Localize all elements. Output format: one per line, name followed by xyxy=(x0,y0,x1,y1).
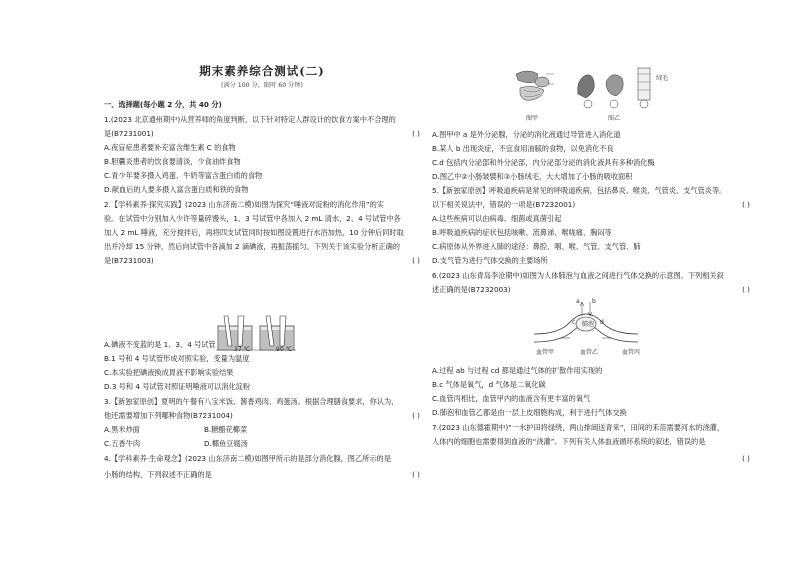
q1-stem-line1: 1.(2023 北京通州期中)从营养师的角度判断，以下针对特定人群设计的饮食方案中不合理的 xyxy=(104,115,396,124)
diagram-label-d: d xyxy=(600,319,604,326)
q2-option-a: A.碘液不变蓝的是 1、3、4 号试管 xyxy=(104,340,216,349)
q3-option-d: D.椰鱼豆腐汤 xyxy=(204,439,248,448)
q7-answer-paren: ( ) xyxy=(742,454,750,463)
q2-line1: 2.【学科素养·探究实践】(2023 山东济南二模)如图为探究“唾液对淀粉的消化作用”的实 xyxy=(104,200,384,209)
q5-option-c: C.病原体从外界进入肺的途径：鼻腔、咽、喉、气管、支气管、肺 xyxy=(432,242,641,251)
q2-option-d: D.3 号和 4 号试管对照证明唾液可以消化淀粉 xyxy=(104,382,251,391)
q3-option-c: C.五香牛肉 xyxy=(104,439,141,448)
digestive-gland-figure xyxy=(512,68,556,108)
bath-temp-1: 37 ℃ xyxy=(234,346,251,353)
q1-option-a: A.夜盲症患者要补充富含维生素 C 的食物 xyxy=(104,143,236,152)
q6-option-c: C.血管丙相比，血管甲内的血液含有更丰富的氧气 xyxy=(432,394,591,403)
vessel-label-1: 血管甲 xyxy=(536,349,555,356)
liver-shape xyxy=(516,71,538,83)
q2-line3: 加入 2 mL 唾液，充分搅拌后，再将四支试管同时按如图设置进行水浴加热，10 分钟后同时取 xyxy=(104,228,404,237)
q6-line1: 6.(2023 山东青岛李沧期中)如图为人体肺泡与血液之间进行气体交换的示意图。下列相关叙 xyxy=(432,271,724,280)
q1-stem-line2: 是(B7231001) xyxy=(104,129,154,138)
q5-option-b: B.呼吸道疾病的症状包括咳嗽、流鼻涕、喉咙痛、胸闷等 xyxy=(432,228,612,237)
diagram-label-a: a xyxy=(576,298,580,305)
intestine-shape xyxy=(520,86,544,100)
q4-option-c: C.d 包括内分泌部和外分泌部，内分泌部分泌的消化液具有多种消化酶 xyxy=(432,158,655,167)
q7-line2: 人体内的细胞也需要得到血液的“浇灌”。下列有关人体血液循环系统的叙述，错误的是 xyxy=(432,437,706,446)
q3-line1: 3.【新独家原创】夏明的午餐有八宝米饭、酱香鸡肉、鸡蛋汤。根据合理膳食要求，你认为， xyxy=(104,397,399,406)
q1-option-c: C.青少年要多摄入鸡蛋、牛奶等富含蛋白质的食物 xyxy=(104,171,263,180)
villus-diagram xyxy=(638,68,650,100)
page-title: 期末素养综合测试(二) xyxy=(199,64,325,78)
vessel-label-2: 血管乙 xyxy=(580,349,599,356)
q3-line2: 他还需要增加下列哪种食物(B7231004) xyxy=(104,411,233,420)
q7-line1: 7.(2023 山东德霍期中)“一水护田将绿绕，两山排闼送青来”，田间的禾苗需要河水的浇灌， xyxy=(432,423,725,432)
q3-option-a: A.黑米炒面 xyxy=(104,425,140,434)
q6-option-a: A.过程 ab 与过程 cd 都是通过气体的扩散作用实现的 xyxy=(432,366,603,375)
q2-line4: 出并冷却 15 分钟，然后向试管中各滴加 2 滴碘液，再振荡摇匀。下列关于该实验分析正确的 xyxy=(104,242,400,251)
q4-answer-paren: ( ) xyxy=(412,470,420,479)
q4-option-a: A.图甲中 a 是外分泌腺，分泌的消化液通过导管进入消化道 xyxy=(432,130,621,139)
q4-option-d: D.图乙中②小肠皱襞和③小肠绒毛，大大增加了小肠的吸收面积 xyxy=(432,172,633,181)
page-subtitle: (满分 100 分，限时 60 分钟) xyxy=(221,82,303,89)
q4-option-b: B.某人 b 出现炎症，不宜食用油腻的食物，以免消化不良 xyxy=(432,144,614,153)
stomach-shape xyxy=(535,77,549,87)
q5-line1: 5.【新独家原创】呼吸道疾病是常见的呼吸道疾病，包括鼻炎、喉炎、气管炎、支气管炎等。 xyxy=(432,186,727,195)
vessel-label-3: 血管丙 xyxy=(622,349,641,356)
q1-option-b: B.胆囊炎患者的饮食要清淡，少食油炸食物 xyxy=(104,157,241,166)
q1-option-d: D.献血后的人要多摄入富含蛋白质和铁的食物 xyxy=(104,185,249,194)
q6-option-d: D.肺泡和血管乙都是由一层上皮细胞构成，利于进行气体交换 xyxy=(432,408,627,417)
diagram-label-c: c xyxy=(572,319,576,326)
q5-line2: 以下相关说法中，错误的一项是(B7232001) xyxy=(432,200,576,209)
figure-a-label: 图甲 xyxy=(526,115,539,122)
q3-option-b: B.糖醋花椰菜 xyxy=(204,425,248,434)
q2-line5: 是(B7231003) xyxy=(104,256,154,265)
q5-answer-paren: ( ) xyxy=(742,200,750,209)
bath-temp-2: 90 ℃ xyxy=(276,346,293,353)
q4-line1: 4.【学科素养·生命观念】(2023 山东济南二模)如图甲所示的是部分消化腺，图乙所示的是 xyxy=(104,454,391,463)
q5-option-d: D.支气管为进行气体交换的主要场所 xyxy=(432,256,548,265)
q2-line2: 验。在试管中分别加入少许等量碎馒头，1、3 号试管中各加入 2 mL 清水，2、4 号试管中各 xyxy=(104,214,401,223)
q2-answer-paren: ( ) xyxy=(412,256,420,265)
q6-option-b: B.c 气体是氧气，d 气体是二氧化碳 xyxy=(432,380,546,389)
q6-line2: 述正确的是(B7232003) xyxy=(432,285,511,294)
q5-option-a: A.这些疾病可以由病毒、细菌或真菌引起 xyxy=(432,214,562,223)
section-heading: 一、选择题(每小题 2 分，共 40 分) xyxy=(104,100,222,109)
intestine-section xyxy=(578,75,595,98)
q2-option-c: C.本实验把碘液换成胃液不影响实验结果 xyxy=(104,368,234,377)
q1-answer-paren: ( ) xyxy=(412,129,420,138)
q2-option-b: B.1 号和 4 号试管形成对照实验，变量为温度 xyxy=(104,354,250,363)
q3-answer-paren: ( ) xyxy=(412,411,420,420)
alveolus-label: 肺泡 xyxy=(582,321,595,328)
q4-line2: 小肠的结构，下列叙述不正确的是 xyxy=(104,470,212,479)
small-intestine-figure xyxy=(572,64,664,110)
diagram-label-b: b xyxy=(592,298,596,305)
q6-answer-paren: ( ) xyxy=(742,285,750,294)
villus-label: 绒毛 xyxy=(656,75,669,82)
intestine-fold xyxy=(606,75,623,96)
figure-b-label: 图乙 xyxy=(608,115,621,122)
